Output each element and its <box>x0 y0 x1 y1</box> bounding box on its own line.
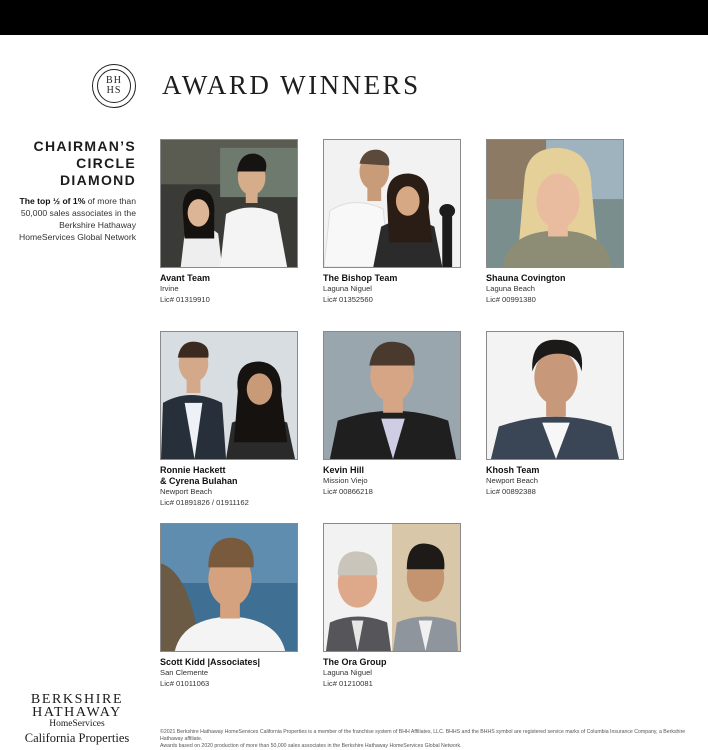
winner-card <box>323 523 463 689</box>
page-title: AWARD WINNERS <box>162 70 421 100</box>
two-agents-photo <box>323 139 461 268</box>
winner-license: Lic# 01011063 <box>160 678 210 688</box>
winner-location: Irvine <box>160 284 179 293</box>
winner-name: The Ora Group <box>323 657 387 667</box>
agent-portrait-photo <box>323 331 461 460</box>
winner-location: Newport Beach <box>160 487 212 496</box>
top-black-bar <box>0 0 708 35</box>
winner-card <box>160 331 300 508</box>
winner-name: Avant Team <box>160 273 211 283</box>
winner-license: Lic# 00892388 <box>486 486 536 496</box>
winner-name: Shauna Covington <box>486 273 566 283</box>
winner-card <box>160 523 300 689</box>
award-category <box>10 138 136 243</box>
winner-name: Ronnie Hackett & Cyrena Bulahan <box>160 465 238 486</box>
logo-line-3: HomeServices <box>49 719 105 729</box>
winner-location: Laguna Beach <box>486 284 535 293</box>
winner-license: Lic# 01891826 / 01911162 <box>160 497 249 507</box>
agent-portrait-photo <box>486 139 624 268</box>
award-heading: CHAIRMAN’S CIRCLE DIAMOND <box>33 138 136 188</box>
winner-name: Khosh Team <box>486 465 540 475</box>
seal-text-1: BH <box>106 75 122 86</box>
bhhs-seal-icon <box>92 64 136 108</box>
two-agents-photo <box>160 331 298 460</box>
winner-name: Scott Kidd |Associates| <box>160 657 261 667</box>
winner-card <box>486 331 626 497</box>
winner-card <box>486 139 626 305</box>
legal-disclaimer: ©2021 Berkshire Hathaway HomeServices California Properties is a member of the franchise system of BHH Affiliates, LLC. BHHS and the BHHS symbol are registered service marks of Columbia Insurance Company, a Berkshire Hathaway affiliate. Awards based on 2020 production of more than 50,000 sales associates in the Berkshire Hathaway HomeServices Global Network. <box>160 729 686 749</box>
award-description: The top ½ of 1% of more than 50,000 sales associates in the Berkshire Hathaway HomeServices Global Network <box>18 196 136 242</box>
winner-license: Lic# 01210081 <box>323 678 373 688</box>
winner-location: San Clemente <box>160 668 209 677</box>
winner-name: The Bishop Team <box>323 273 398 283</box>
winner-card <box>323 139 463 305</box>
winner-license: Lic# 01352560 <box>323 294 373 304</box>
two-agents-photo <box>160 139 298 268</box>
winner-location: Mission Viejo <box>323 476 368 485</box>
winner-license: Lic# 00991380 <box>486 294 536 304</box>
two-agents-photo <box>323 523 461 652</box>
winner-card <box>323 331 463 497</box>
winner-card <box>160 139 300 305</box>
winner-location: Newport Beach <box>486 476 538 485</box>
logo-line-1: BERKSHIRE <box>30 692 124 707</box>
agent-portrait-photo <box>486 331 624 460</box>
logo-line-2: HATHAWAY <box>32 705 122 720</box>
winner-location: Laguna Niguel <box>323 668 372 677</box>
bhhs-logo <box>16 693 138 745</box>
logo-line-4: California Properties <box>24 731 130 745</box>
winner-name: Kevin Hill <box>323 465 365 475</box>
winner-license: Lic# 00866218 <box>323 486 373 496</box>
seal-text-2: HS <box>106 85 122 96</box>
agent-portrait-photo <box>160 523 298 652</box>
winner-license: Lic# 01319910 <box>160 294 210 304</box>
winner-location: Laguna Niguel <box>323 284 372 293</box>
